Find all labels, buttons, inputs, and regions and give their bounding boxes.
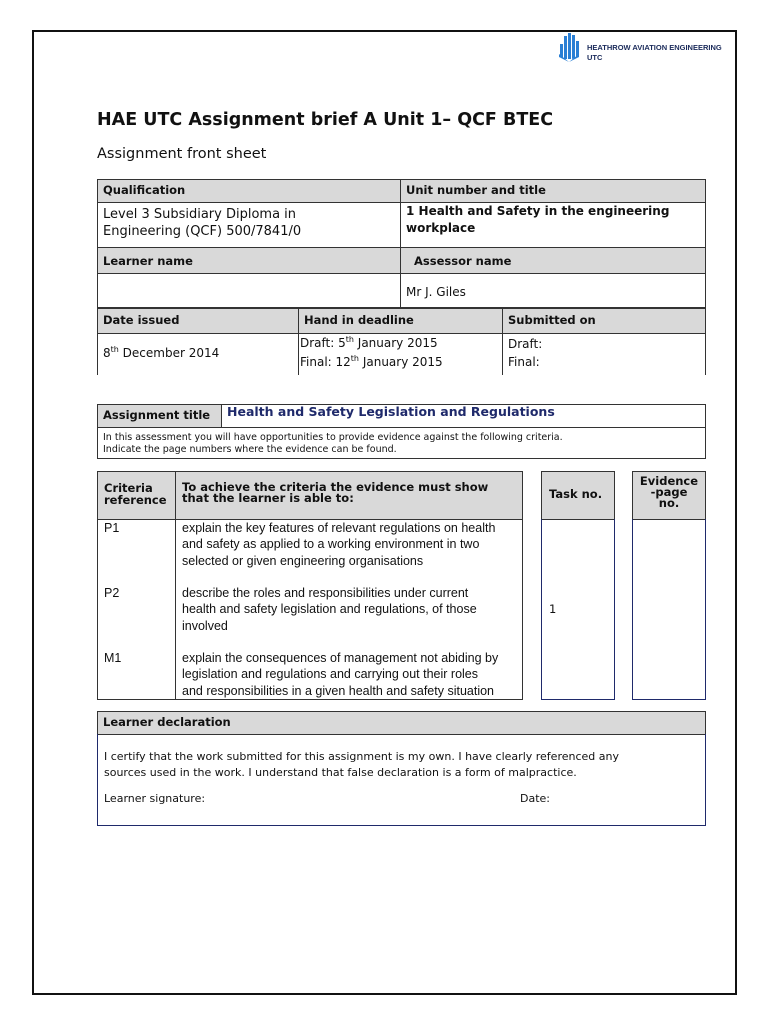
document-title: HAE UTC Assignment brief A Unit 1– QCF BTEC	[97, 110, 554, 130]
submitted-left-border	[502, 333, 503, 375]
learner-value-cell	[97, 273, 401, 308]
evidence-header-line3: no.	[658, 496, 680, 510]
evidence-header-line1: Evidence	[639, 474, 699, 488]
assignment-note-line1: In this assessment you will have opportunities to provide evidence against the following criteria.	[103, 432, 563, 443]
date-issued-label: Date issued	[103, 313, 180, 327]
criteria-line: describe the roles and responsibilities under current	[182, 586, 469, 600]
criteria-line: and safety as applied to a working environment in two	[182, 537, 480, 552]
criteria-line: health and safety legislation and regulations, of those	[182, 602, 477, 617]
submitted-label: Submitted on	[508, 313, 596, 327]
criteria-ref-header-line1: Criteria	[104, 481, 153, 495]
final-suffix: th	[350, 354, 360, 363]
qualification-line1: Level 3 Subsidiary Diploma in	[103, 207, 297, 222]
criteria-line: selected or given engineering organisations	[182, 553, 424, 568]
document-subtitle: Assignment front sheet	[97, 146, 267, 162]
evidence-body-cell	[632, 519, 706, 700]
submitted-final: Final:	[508, 355, 540, 369]
draft-rest: January 2015	[353, 336, 438, 350]
final-rest: January 2015	[359, 355, 443, 369]
criteria-line: involved	[182, 618, 228, 633]
date-issued-value	[103, 346, 219, 360]
deadline-label: Hand in deadline	[304, 313, 414, 327]
task-header: Task no.	[549, 487, 603, 501]
criteria-desc-p2	[182, 585, 477, 634]
qualification-line2: Engineering (QCF) 500/7841/0	[103, 224, 302, 239]
date-issued-suffix: th	[110, 345, 119, 354]
evidence-header-line2: -page	[650, 485, 688, 499]
criteria-ref-p2: P2	[104, 586, 120, 600]
task-number-value: 1	[549, 602, 557, 616]
criteria-desc-header-line2: that the learner is able to:	[182, 491, 354, 505]
learner-label: Learner name	[103, 254, 193, 268]
criteria-ref-p1: P1	[104, 521, 120, 535]
assessor-value: Mr J. Giles	[406, 285, 466, 299]
unit-label: Unit number and title	[406, 183, 546, 197]
date-label: Date:	[520, 792, 550, 805]
criteria-ref-header-line2: reference	[104, 493, 167, 507]
deadline-left-border	[298, 333, 299, 375]
criteria-ref-body-cell	[97, 519, 176, 700]
assignment-title-value: Health and Safety Legislation and Regulations	[227, 404, 555, 419]
draft-deadline	[300, 336, 438, 350]
assessor-label: Assessor name	[414, 254, 512, 268]
qualification-label: Qualification	[103, 183, 186, 197]
date-issued-day: 8	[103, 346, 111, 360]
criteria-line: explain the consequences of management not abiding by	[182, 651, 499, 665]
signature-label: Learner signature:	[104, 792, 206, 805]
criteria-desc-header-line1: To achieve the criteria the evidence must show	[182, 480, 489, 494]
unit-line2: workplace	[406, 221, 476, 235]
criteria-line: explain the key features of relevant regulations on health	[182, 521, 496, 535]
info-table-right-border	[705, 333, 706, 375]
draft-prefix: Draft: 5	[300, 336, 346, 350]
logo-text-line1: HEATHROW AVIATION ENGINEERING	[587, 43, 722, 52]
criteria-line: and responsibilities in a given health and safety situation	[182, 683, 495, 698]
logo-text-line2: UTC	[587, 53, 603, 62]
date-issued-rest: December 2014	[118, 346, 220, 360]
declaration-line2: sources used in the work. I understand that false declaration is a form of malpractice.	[104, 766, 577, 779]
criteria-desc-header	[182, 482, 488, 504]
criteria-line: legislation and regulations and carrying out their roles	[182, 667, 479, 682]
declaration-body-cell	[97, 734, 706, 826]
hae-utc-logo	[557, 32, 727, 66]
final-deadline	[300, 355, 443, 369]
evidence-header	[633, 476, 705, 509]
criteria-ref-m1: M1	[104, 651, 122, 665]
declaration-line1: I certify that the work submitted for this assignment is my own. I have clearly referenced any	[104, 750, 619, 763]
draft-suffix: th	[345, 335, 354, 344]
hand-logo-icon	[557, 32, 583, 62]
submitted-draft: Draft:	[508, 337, 543, 351]
unit-line1: 1 Health and Safety in the engineering	[406, 204, 670, 218]
criteria-desc-m1	[182, 650, 498, 699]
assignment-note-line2: Indicate the page numbers where the evidence can be found.	[103, 444, 397, 455]
assignment-title-label: Assignment title	[103, 408, 211, 422]
declaration-header: Learner declaration	[103, 715, 231, 729]
criteria-desc-p1	[182, 520, 495, 569]
date-issued-left-border	[97, 333, 98, 375]
criteria-ref-header	[104, 482, 167, 506]
final-prefix: Final: 12	[300, 355, 351, 369]
